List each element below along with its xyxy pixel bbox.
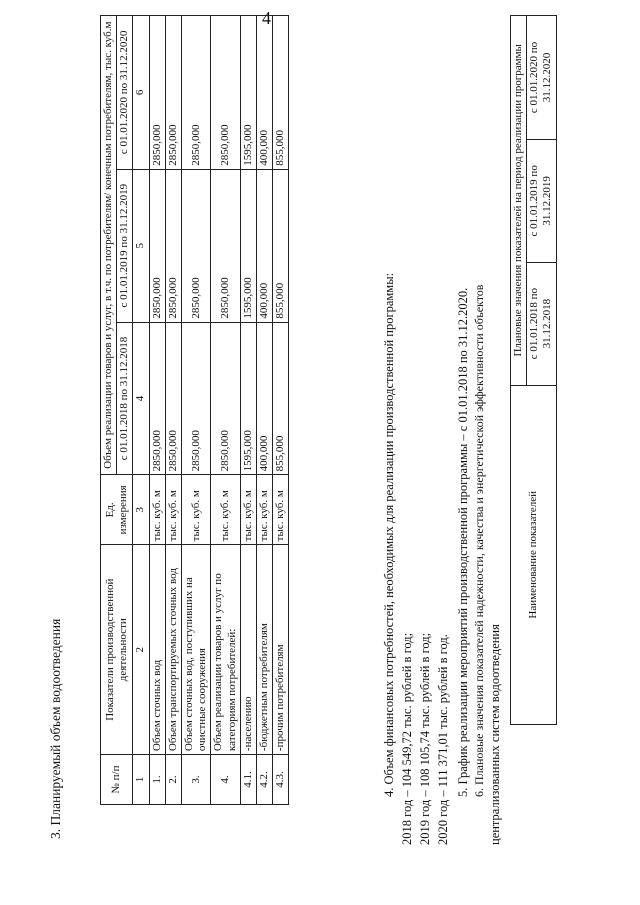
table-row	[256, 16, 272, 805]
row-unit: тыс. куб. м	[211, 475, 240, 545]
period-2018: с 01.01.2018 по 31.12.2018	[527, 262, 556, 385]
row-unit: тыс. куб. м	[240, 475, 256, 545]
row-num: 4.2.	[256, 755, 272, 805]
row-unit: тыс. куб. м	[165, 475, 181, 545]
row-value-2019: 2850,000	[211, 169, 240, 322]
row-value-2020: 400,000	[256, 16, 272, 170]
finance-line-2018: 2018 год – 104 549,72 тыс. рублей в год;	[400, 632, 414, 845]
table-row	[240, 16, 256, 805]
colnum: 4	[133, 322, 149, 475]
header-num: № п/п	[101, 755, 133, 805]
row-name: -бюджетным потребителям	[256, 545, 272, 755]
row-name: Объем сточных вод	[149, 545, 165, 755]
colnum: 3	[133, 475, 149, 545]
table-row	[165, 16, 181, 805]
table-row	[273, 16, 289, 805]
row-num: 1.	[149, 755, 165, 805]
colnum: 5	[133, 169, 149, 322]
row-value-2020: 1595,000	[240, 16, 256, 170]
finance-line-2020: 2020 год – 111 371,01 тыс. рублей в год.	[436, 634, 450, 845]
table-row	[181, 16, 210, 805]
row-value-2018: 2850,000	[181, 322, 210, 475]
row-value-2018: 2850,000	[149, 322, 165, 475]
section-3-heading: 3. Планируемый объем водоотведения	[48, 618, 63, 839]
header-volume: Объем реализации товаров и услуг, в т.ч. по потребителям/ конечным потребителям, тыс. куб.м	[101, 16, 117, 475]
row-num: 4.3.	[273, 755, 289, 805]
row-value-2020: 855,000	[273, 16, 289, 170]
header-period-2018: с 01.01.2018 по 31.12.2018	[117, 322, 133, 475]
row-value-2019: 2850,000	[149, 169, 165, 322]
section-6-line-2: централизованных систем водоотведения	[488, 624, 502, 845]
period-2019: с 01.01.2019 по 31.12.2019	[527, 139, 556, 262]
table-header-row	[101, 16, 117, 805]
colnum: 1	[133, 755, 149, 805]
row-num: 2.	[165, 755, 181, 805]
header-unit: Ед. измерения	[101, 475, 133, 545]
page-number: 4	[262, 8, 271, 28]
row-value-2018: 855,000	[273, 322, 289, 475]
section-4-heading: 4. Объем финансовых потребностей, необходимых для реализации производственной программы:	[382, 272, 396, 797]
rotated-document-body	[40, 5, 600, 885]
row-unit: тыс. куб. м	[273, 475, 289, 545]
period-2020: с 01.01.2020 по 31.12.2020	[527, 16, 556, 140]
planned-indicators-table	[510, 15, 557, 725]
header-indicator-name: Наименование показателей	[511, 385, 557, 724]
colnum: 6	[133, 16, 149, 170]
row-unit: тыс. куб. м	[149, 475, 165, 545]
planned-volume-table	[100, 15, 289, 805]
row-value-2020: 2850,000	[149, 16, 165, 170]
row-num: 4.1.	[240, 755, 256, 805]
row-name: Объем транспортируемых сточных вод	[165, 545, 181, 755]
table-row	[211, 16, 240, 805]
colnum: 2	[133, 545, 149, 755]
row-name: -населению	[240, 545, 256, 755]
finance-line-2019: 2019 год – 108 105,74 тыс. рублей в год;	[418, 632, 432, 845]
row-value-2020: 2850,000	[181, 16, 210, 170]
column-number-row	[133, 16, 149, 805]
row-value-2018: 400,000	[256, 322, 272, 475]
row-value-2019: 855,000	[273, 169, 289, 322]
row-value-2019: 2850,000	[165, 169, 181, 322]
row-value-2018: 2850,000	[211, 322, 240, 475]
row-value-2019: 400,000	[256, 169, 272, 322]
table2-header-row	[511, 16, 527, 725]
row-num: 3.	[181, 755, 210, 805]
header-period-2020: с 01.01.2020 по 31.12.2020	[117, 16, 133, 170]
section-5-text: 5. График реализации мероприятий производственной программы – с 01.01.2018 по 31.12.2020.	[456, 287, 470, 797]
row-value-2020: 2850,000	[211, 16, 240, 170]
row-value-2019: 1595,000	[240, 169, 256, 322]
row-name: Объем сточных вод, поступивших на очистные сооружения	[181, 545, 210, 755]
row-value-2019: 2850,000	[181, 169, 210, 322]
row-value-2020: 2850,000	[165, 16, 181, 170]
header-planned-values: Плановые значения показателей на период реализации программы	[511, 16, 527, 386]
section-6-line-1: 6. Плановые значения показателей надежности, качества и энергетической эффективности объектов	[472, 284, 486, 797]
row-name: -прочим потребителям	[273, 545, 289, 755]
row-name: Объем реализации товаров и услуг по категориям потребителей:	[211, 545, 240, 755]
row-value-2018: 2850,000	[165, 322, 181, 475]
table-row	[149, 16, 165, 805]
row-unit: тыс. куб. м	[181, 475, 210, 545]
header-indicator: Показатели производственной деятельности	[101, 545, 133, 755]
row-num: 4.	[211, 755, 240, 805]
row-unit: тыс. куб. м	[256, 475, 272, 545]
row-value-2018: 1595,000	[240, 322, 256, 475]
header-period-2019: с 01.01.2019 по 31.12.2019	[117, 169, 133, 322]
